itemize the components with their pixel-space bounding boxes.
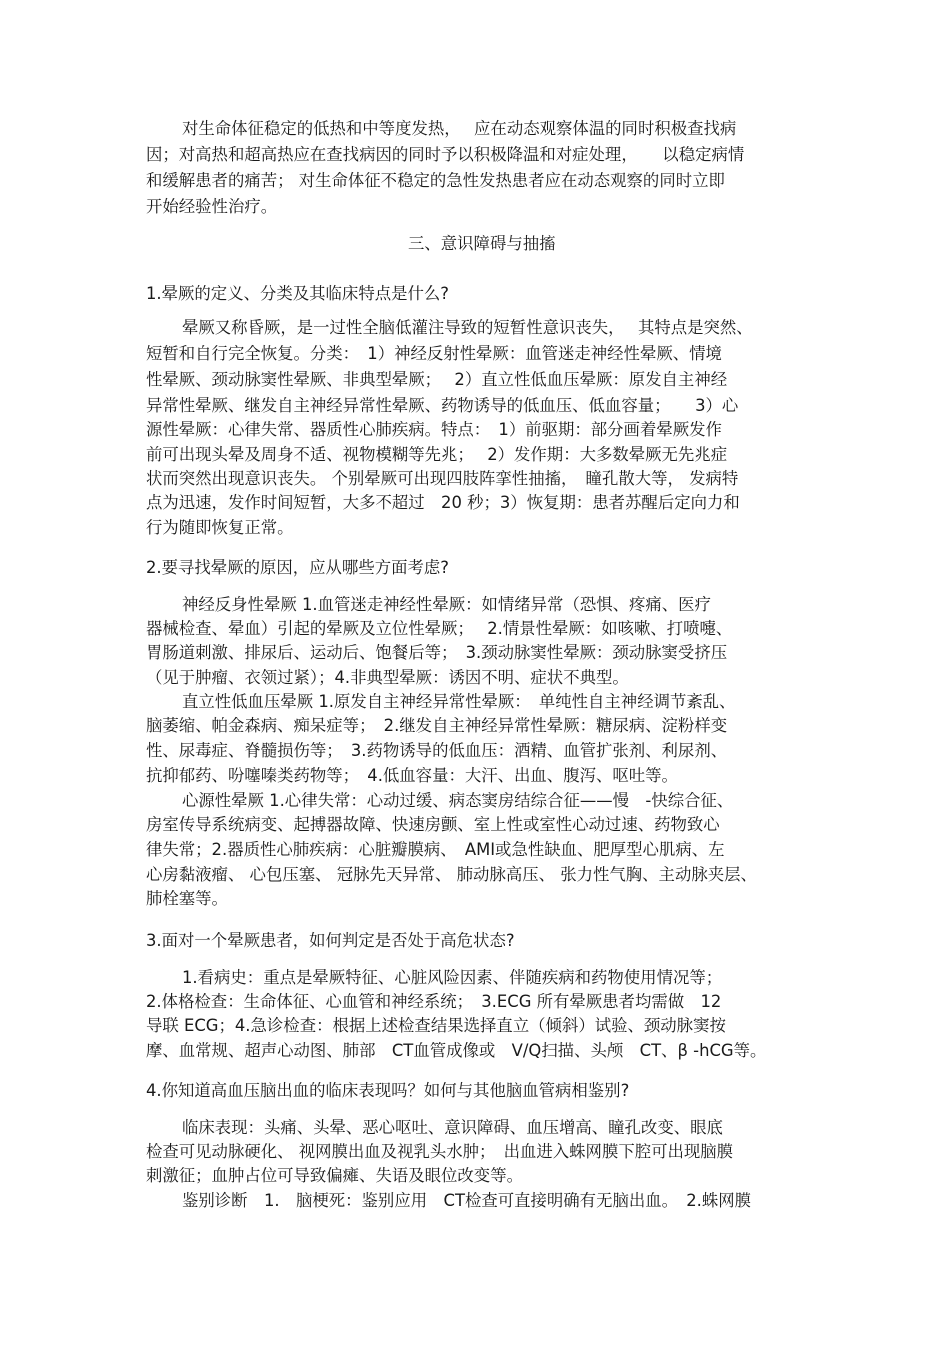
question-4: 4.你知道高血压脑出血的临床表现吗？如何与其他脑血管病相鉴别?: [146, 1081, 630, 1100]
answer-line: 导联 ECG；4.急诊检查：根据上述检查结果选择直立（倾斜）试验、颈动脉窦按: [146, 1016, 726, 1035]
answer-line: 直立性低血压晕厥 1.原发自主神经异常性晕厥： 单纯性自主神经调节紊乱、: [182, 692, 736, 711]
answer-line: 行为随即恢复正常。: [146, 518, 294, 537]
answer-line: 脑萎缩、帕金森病、痴呆症等； 2.继发自主神经异常性晕厥：糖尿病、淀粉样变: [146, 716, 728, 735]
answer-line: 1.看病史：重点是晕厥特征、心脏风险因素、伴随疾病和药物使用情况等；: [182, 968, 723, 987]
answer-line: 房室传导系统病变、起搏器故障、快速房颤、室上性或室性心动过速、药物致心: [146, 815, 720, 834]
answer-line: 状而突然出现意识丧失。 个别晕厥可出现四肢阵挛性抽搐， 瞳孔散大等， 发病特: [146, 469, 739, 488]
intro-line: 和缓解患者的痛苦； 对生命体征不稳定的急性发热患者应在动态观察的同时立即: [146, 171, 725, 190]
answer-line: 性、尿毒症、脊髓损伤等； 3.药物诱导的低血压：酒精、血管扩张剂、利尿剂、: [146, 741, 728, 760]
question-3: 3.面对一个晕厥患者，如何判定是否处于高危状态?: [146, 931, 515, 950]
answer-line: 鉴别诊断 1. 脑梗死：鉴别应用 CT检查可直接明确有无脑出血。 2.蛛网膜: [182, 1191, 752, 1210]
answer-line: 源性晕厥：心律失常、器质性心肺疾病。特点： 1）前驱期：部分画着晕厥发作: [146, 420, 722, 439]
answer-line: 心源性晕厥 1.心律失常：心动过缓、病态窦房结综合征——慢 -快综合征、: [182, 791, 734, 810]
answer-line: 刺激征；血肿占位可导致偏瘫、失语及眼位改变等。: [146, 1166, 523, 1185]
answer-line: 肺栓塞等。: [146, 889, 228, 908]
answer-line: 点为迅速，发作时间短暂，大多不超过 20 秒；3）恢复期：患者苏醒后定向力和: [146, 493, 740, 512]
answer-line: 心房黏液瘤、 心包压塞、 冠脉先天异常、 肺动脉高压、 张力性气胸、主动脉夹层、: [146, 865, 757, 884]
answer-line: 临床表现：头痛、头晕、恶心呕吐、意识障碍、血压增高、瞳孔改变、眼底: [182, 1118, 723, 1137]
answer-line: 短暂和自行完全恢复。分类： 1）神经反射性晕厥：血管迷走神经性晕厥、情境: [146, 344, 722, 363]
answer-line: 器械检查、晕血）引起的晕厥及立位性晕厥； 2.情景性晕厥：如咳嗽、打喷嚏、: [146, 619, 733, 638]
answer-line: 律失常；2.器质性心肺疾病：心脏瓣膜病、 AMI或急性缺血、肥厚型心肌病、左: [146, 840, 725, 859]
answer-line: 2.体格检查：生命体征、心血管和神经系统； 3.ECG 所有晕厥患者均需做 12: [146, 992, 722, 1011]
question-1: 1.晕厥的定义、分类及其临床特点是什么?: [146, 284, 449, 303]
answer-line: 异常性晕厥、继发自主神经异常性晕厥、药物诱导的低血压、低血容量； 3）心: [146, 396, 739, 415]
intro-line: 对生命体征稳定的低热和中等度发热， 应在动态观察体温的同时积极查找病: [182, 119, 737, 138]
question-2: 2.要寻找晕厥的原因，应从哪些方面考虑?: [146, 558, 449, 577]
answer-line: 晕厥又称昏厥，是一过性全脑低灌注导致的短暂性意识丧失， 其特点是突然、: [182, 318, 753, 337]
section-title: 三、意识障碍与抽搐: [408, 234, 556, 253]
answer-line: 神经反身性晕厥 1.血管迷走神经性晕厥：如情绪异常（恐惧、疼痛、医疗: [182, 595, 711, 614]
intro-line: 开始经验性治疗。: [146, 197, 278, 216]
intro-line: 因；对高热和超高热应在查找病因的同时予以积极降温和对症处理， 以稳定病情: [146, 145, 745, 164]
answer-line: 摩、血常规、超声心动图、肺部 CT血管成像或 V/Q扫描、头颅 CT、β -hCG等。: [146, 1041, 767, 1060]
answer-line: 胃肠道刺激、排尿后、运动后、饱餐后等； 3.颈动脉窦性晕厥：颈动脉窦受挤压: [146, 643, 728, 662]
answer-line: 检查可见动脉硬化、 视网膜出血及视乳头水肿； 出血进入蛛网膜下腔可出现脑膜: [146, 1142, 734, 1161]
answer-line: 性晕厥、颈动脉窦性晕厥、非典型晕厥； 2）直立性低血压晕厥：原发自主神经: [146, 370, 728, 389]
answer-line: 抗抑郁药、吩噻嗪类药物等； 4.低血容量：大汗、出血、腹泻、呕吐等。: [146, 766, 678, 785]
answer-line: 前可出现头晕及周身不适、视物模糊等先兆； 2）发作期：大多数晕厥无先兆症: [146, 445, 728, 464]
answer-line: （见于肿瘤、衣领过紧）；4.非典型晕厥：诱因不明、症状不典型。: [146, 668, 629, 687]
